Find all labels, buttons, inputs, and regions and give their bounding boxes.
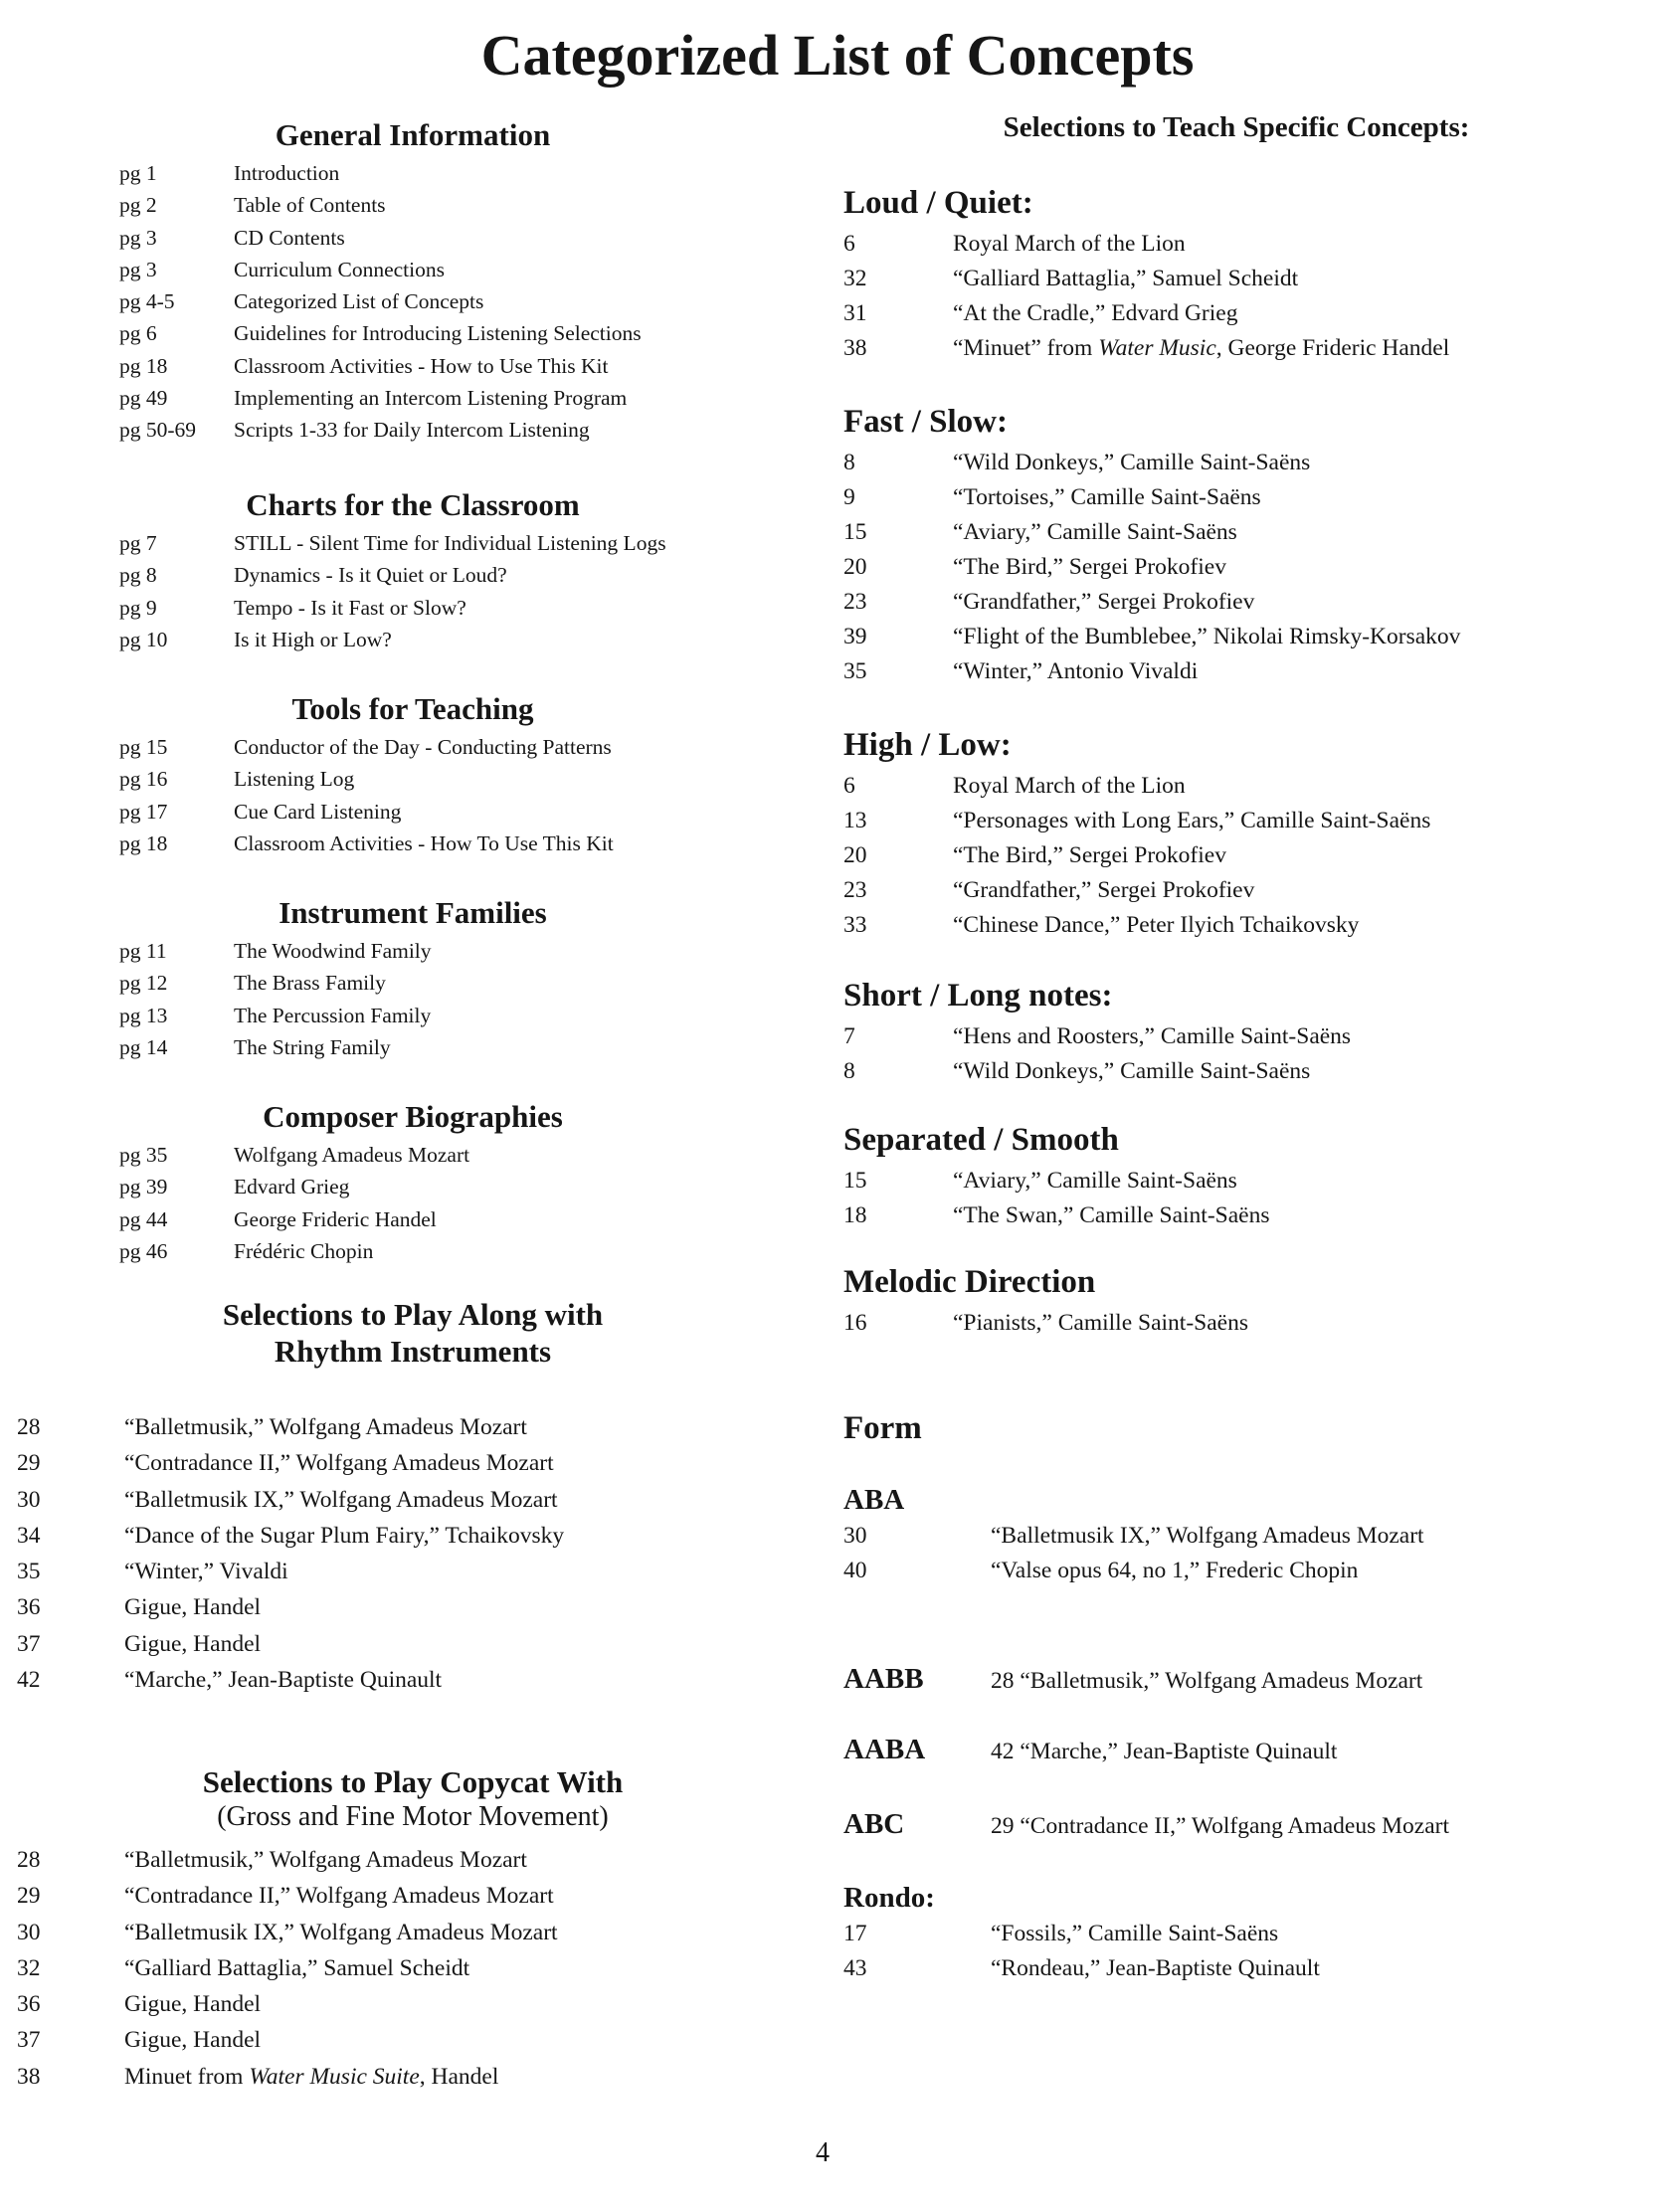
- toc-row: [0, 285, 826, 317]
- toc-row: [0, 763, 826, 795]
- form-label: Rondo:: [843, 1882, 935, 1914]
- selection-row: [843, 1951, 1669, 1986]
- item-title: “Personages with Long Ears,” Camille Saint-Saëns: [953, 808, 1431, 833]
- section-high-low: [843, 725, 1669, 943]
- track-number: 35: [843, 658, 867, 684]
- selection-row: [843, 331, 1669, 366]
- selection-list: [843, 446, 1669, 689]
- item-title: The Percussion Family: [234, 1003, 432, 1027]
- track-number: 23: [843, 589, 867, 615]
- section-header: General Information: [275, 117, 551, 152]
- track-number: 20: [843, 842, 867, 868]
- page-ref: pg 18: [119, 830, 168, 855]
- section-separated-smooth: [843, 1120, 1669, 1233]
- track-number: 37: [17, 2027, 41, 2054]
- toc-row: [0, 254, 826, 285]
- form-label: AABA: [843, 1734, 926, 1765]
- title-fragment-italic: Water Music: [1098, 335, 1216, 361]
- page-ref: pg 17: [119, 799, 168, 824]
- toc-list: [0, 1139, 826, 1267]
- track-number: 30: [843, 1523, 867, 1549]
- selection-row: [843, 873, 1669, 908]
- selection-row: [843, 550, 1669, 585]
- selection-row: [843, 804, 1669, 838]
- track-number: 33: [843, 912, 867, 938]
- item-title: Gigue, Handel: [124, 2027, 262, 2054]
- toc-list: [0, 527, 826, 655]
- selection-row: [0, 1589, 826, 1625]
- toc-row: [0, 1031, 826, 1063]
- toc-row: [0, 1139, 826, 1171]
- item-title: “Fossils,” Camille Saint-Saëns: [991, 1921, 1279, 1946]
- section-instrument-families: [0, 894, 826, 1063]
- toc-row: [0, 1000, 826, 1031]
- track-number: 13: [843, 808, 867, 833]
- item-title: “The Swan,” Camille Saint-Saëns: [953, 1202, 1270, 1228]
- item-title: “Balletmusik,” Wolfgang Amadeus Mozart: [124, 1847, 527, 1873]
- page-title: Categorized List of Concepts: [480, 23, 1195, 88]
- item-title: “Tortoises,” Camille Saint-Saëns: [953, 484, 1261, 510]
- item-title: The Brass Family: [234, 971, 386, 996]
- page-ref: pg 18: [119, 353, 168, 378]
- track-number: 23: [843, 877, 867, 903]
- item-title: “Grandfather,” Sergei Prokofiev: [953, 589, 1255, 615]
- selection-row: [843, 654, 1669, 689]
- toc-row: [0, 731, 826, 763]
- track-number: 9: [843, 484, 855, 510]
- section-header: Fast / Slow:: [843, 404, 1008, 440]
- section-copycat: [0, 1763, 826, 2095]
- section-fast-slow: [843, 402, 1669, 689]
- page-number: 4: [816, 2137, 830, 2168]
- item-title: “At the Cradle,” Edvard Grieg: [953, 300, 1238, 326]
- toc-row: [0, 967, 826, 999]
- selection-row: [0, 1915, 826, 1950]
- selection-list: [0, 1409, 826, 1698]
- selection-list: [843, 227, 1669, 366]
- item-title: “Flight of the Bumblebee,” Nikolai Rimsky-Korsakov: [953, 624, 1461, 649]
- section-header-line2: Rhythm Instruments: [274, 1334, 552, 1369]
- track-number: 20: [843, 554, 867, 580]
- item-title: 29 “Contradance II,” Wolfgang Amadeus Mozart: [991, 1813, 1449, 1839]
- item-title: Table of Contents: [234, 193, 386, 218]
- page-ref: pg 13: [119, 1003, 168, 1027]
- section-loud-quiet: [843, 183, 1669, 366]
- track-number: 36: [17, 1594, 41, 1621]
- item-title: “Hens and Roosters,” Camille Saint-Saëns: [953, 1023, 1352, 1049]
- form-rondo: [843, 1881, 1669, 1986]
- toc-list: [0, 731, 826, 859]
- toc-row: [0, 796, 826, 828]
- item-title: “Aviary,” Camille Saint-Saëns: [953, 519, 1237, 545]
- section-header: Separated / Smooth: [843, 1122, 1119, 1158]
- selection-row: [0, 1554, 826, 1589]
- page-ref: pg 1: [119, 161, 157, 185]
- track-number: 35: [17, 1559, 41, 1585]
- section-header: Short / Long notes:: [843, 978, 1113, 1014]
- selection-row: [843, 585, 1669, 620]
- selection-row: [0, 1518, 826, 1554]
- track-number: 15: [843, 1168, 867, 1194]
- item-title: [953, 331, 1449, 366]
- section-header: Selections to Play Copycat With: [202, 1764, 624, 1799]
- selection-row: [0, 1445, 826, 1481]
- selection-row: [0, 1950, 826, 1986]
- toc-row: [0, 350, 826, 382]
- selection-list: [843, 1306, 1669, 1341]
- page-ref: pg 9: [119, 595, 157, 620]
- selection-row: [0, 1842, 826, 1878]
- selection-row: [843, 227, 1669, 262]
- page-ref: pg 7: [119, 531, 157, 555]
- item-title: Tempo - Is it Fast or Slow?: [234, 595, 466, 620]
- selection-row: [843, 1164, 1669, 1198]
- section-header: Tools for Teaching: [291, 691, 534, 726]
- track-number: 43: [843, 1955, 867, 1981]
- toc-row: [0, 1235, 826, 1267]
- section-header: High / Low:: [843, 727, 1012, 763]
- toc-row: [0, 592, 826, 624]
- item-title: “Valse opus 64, no 1,” Frederic Chopin: [991, 1558, 1359, 1583]
- page-ref: pg 14: [119, 1034, 168, 1059]
- right-column-header: Selections to Teach Specific Concepts:: [1003, 111, 1470, 143]
- section-play-along: [0, 1296, 826, 1698]
- item-title: “Wild Donkeys,” Camille Saint-Saëns: [953, 1058, 1311, 1084]
- item-title: Cue Card Listening: [234, 799, 402, 824]
- track-number: 28: [17, 1414, 41, 1440]
- section-form-header: Form: [843, 1410, 922, 1446]
- item-title: “Marche,” Jean-Baptiste Quinault: [124, 1667, 443, 1694]
- title-fragment-pre: Minuet from: [124, 2063, 250, 2090]
- selection-row: [843, 515, 1669, 550]
- selection-row: [0, 1986, 826, 2022]
- selection-row: [843, 480, 1669, 515]
- selection-row: [0, 2022, 826, 2058]
- track-number: 40: [843, 1558, 867, 1583]
- item-title: Gigue, Handel: [124, 1630, 262, 1657]
- form-label: ABC: [843, 1808, 905, 1840]
- title-fragment-post: , Handel: [419, 2063, 499, 2090]
- track-number: 15: [843, 519, 867, 545]
- form-aaba: [843, 1733, 1669, 1766]
- item-title: “Balletmusik IX,” Wolfgang Amadeus Mozart: [124, 1486, 558, 1513]
- selection-list: [843, 769, 1669, 943]
- selection-list: [843, 1164, 1669, 1233]
- selection-row: [843, 1554, 1669, 1588]
- track-number: 29: [17, 1450, 41, 1477]
- selection-list: [0, 1842, 826, 2095]
- item-title: Royal March of the Lion: [953, 231, 1186, 257]
- track-number: 17: [843, 1921, 867, 1946]
- item-title: Is it High or Low?: [234, 627, 392, 651]
- toc-row: [0, 157, 826, 189]
- section-composer-biographies: [0, 1098, 826, 1267]
- section-general-information: [0, 116, 826, 447]
- toc-row: [0, 222, 826, 254]
- page-ref: pg 3: [119, 225, 157, 250]
- page-ref: pg 39: [119, 1175, 168, 1199]
- selection-row: [843, 769, 1669, 804]
- item-title: STILL - Silent Time for Individual Listening Logs: [234, 531, 666, 555]
- selection-row: [843, 838, 1669, 873]
- item-title: “Rondeau,” Jean-Baptiste Quinault: [991, 1955, 1320, 1981]
- toc-row: [0, 527, 826, 559]
- item-title: Implementing an Intercom Listening Program: [234, 386, 628, 411]
- item-title: “Wild Donkeys,” Camille Saint-Saëns: [953, 450, 1311, 475]
- item-title: Edvard Grieg: [234, 1175, 350, 1199]
- page-ref: pg 3: [119, 257, 157, 281]
- selection-row: [843, 1306, 1669, 1341]
- item-title: “Dance of the Sugar Plum Fairy,” Tchaikovsky: [124, 1522, 565, 1549]
- track-number: 34: [17, 1522, 41, 1549]
- page-ref: pg 11: [119, 939, 167, 963]
- toc-row: [0, 935, 826, 967]
- item-title: Guidelines for Introducing Listening Selections: [234, 321, 642, 346]
- item-title: The Woodwind Family: [234, 939, 432, 963]
- item-title: “The Bird,” Sergei Prokofiev: [953, 554, 1226, 580]
- form-label: ABA: [843, 1484, 905, 1516]
- item-title: CD Contents: [234, 225, 345, 250]
- form-aabb: [843, 1662, 1669, 1696]
- track-number: 29: [17, 1883, 41, 1910]
- track-number: 39: [843, 624, 867, 649]
- selection-row: [0, 1409, 826, 1445]
- toc-list: [0, 935, 826, 1063]
- item-title: “Pianists,” Camille Saint-Saëns: [953, 1310, 1248, 1336]
- selection-row: [843, 1198, 1669, 1233]
- selection-row: [843, 1019, 1669, 1054]
- toc-row: [0, 624, 826, 655]
- item-title: Frédéric Chopin: [234, 1238, 374, 1263]
- item-title: “Balletmusik IX,” Wolfgang Amadeus Mozart: [991, 1523, 1424, 1549]
- track-number: 38: [843, 335, 867, 361]
- selection-list: [843, 1019, 1669, 1089]
- section-header: Instrument Families: [279, 895, 547, 930]
- page-ref: pg 8: [119, 563, 157, 588]
- selection-row: [843, 908, 1669, 943]
- selection-row: [843, 1054, 1669, 1089]
- toc-row: [0, 1171, 826, 1202]
- section-subheader: (Gross and Fine Motor Movement): [217, 1801, 609, 1832]
- track-number: 42: [17, 1667, 41, 1694]
- toc-row: [0, 382, 826, 414]
- toc-row: [0, 559, 826, 591]
- page-ref: pg 44: [119, 1206, 168, 1231]
- item-title: Royal March of the Lion: [953, 773, 1186, 799]
- toc-row: [0, 189, 826, 221]
- form-abc: [843, 1807, 1669, 1841]
- item-title: “Winter,” Vivaldi: [124, 1559, 288, 1585]
- selection-row: [843, 1917, 1669, 1951]
- selection-row: [843, 296, 1669, 331]
- item-title: Gigue, Handel: [124, 1594, 262, 1621]
- item-title: Dynamics - Is it Quiet or Loud?: [234, 563, 507, 588]
- section-tools-for-teaching: [0, 690, 826, 859]
- page-ref: pg 10: [119, 627, 168, 651]
- form-label: AABB: [843, 1663, 924, 1695]
- track-number: 18: [843, 1202, 867, 1228]
- toc-row: [0, 414, 826, 446]
- track-number: 8: [843, 1058, 855, 1084]
- page-ref: pg 4-5: [119, 289, 175, 314]
- item-title: Classroom Activities - How To Use This Kit: [234, 830, 614, 855]
- item-title: “Chinese Dance,” Peter Ilyich Tchaikovsky: [953, 912, 1360, 938]
- section-header-line1: Selections to Play Along with: [222, 1297, 604, 1332]
- selection-row: [843, 1519, 1669, 1554]
- page-ref: pg 2: [119, 193, 157, 218]
- selection-row: [843, 620, 1669, 654]
- form-aba: [843, 1483, 1669, 1588]
- selection-row: [0, 2059, 826, 2095]
- toc-list: [0, 157, 826, 447]
- section-header: Composer Biographies: [263, 1099, 563, 1134]
- title-fragment-italic: Water Music Suite: [249, 2063, 420, 2090]
- item-title: “Grandfather,” Sergei Prokofiev: [953, 877, 1255, 903]
- track-number: 7: [843, 1023, 855, 1049]
- selection-list: [843, 1519, 1669, 1588]
- section-header: Loud / Quiet:: [843, 185, 1033, 221]
- item-title: “Contradance II,” Wolfgang Amadeus Mozart: [124, 1450, 554, 1477]
- selection-row: [0, 1878, 826, 1914]
- title-fragment-post: , George Frideric Handel: [1215, 335, 1450, 361]
- toc-row: [0, 1203, 826, 1235]
- item-title: 28 “Balletmusik,” Wolfgang Amadeus Mozart: [991, 1668, 1423, 1694]
- item-title: The String Family: [234, 1034, 391, 1059]
- track-number: 28: [17, 1847, 41, 1873]
- track-number: 6: [843, 231, 855, 257]
- item-title: “The Bird,” Sergei Prokofiev: [953, 842, 1226, 868]
- selection-row: [843, 446, 1669, 480]
- item-title: Scripts 1-33 for Daily Intercom Listening: [234, 418, 590, 443]
- item-title: “Galliard Battaglia,” Samuel Scheidt: [124, 1954, 470, 1981]
- section-charts-for-the-classroom: [0, 486, 826, 655]
- track-number: 6: [843, 773, 855, 799]
- track-number: 36: [17, 1991, 41, 2018]
- track-number: 30: [17, 1486, 41, 1513]
- track-number: 31: [843, 300, 867, 326]
- toc-row: [0, 317, 826, 349]
- item-title: [124, 2059, 498, 2095]
- track-number: 32: [843, 266, 867, 291]
- selection-row: [843, 262, 1669, 296]
- item-title: “Winter,” Antonio Vivaldi: [953, 658, 1199, 684]
- page-ref: pg 35: [119, 1143, 168, 1167]
- page-ref: pg 6: [119, 321, 157, 346]
- section-melodic-direction: [843, 1262, 1669, 1341]
- item-title: “Balletmusik,” Wolfgang Amadeus Mozart: [124, 1414, 527, 1440]
- page-ref: pg 15: [119, 735, 168, 759]
- section-header: Melodic Direction: [843, 1264, 1096, 1300]
- page-ref: pg 50-69: [119, 418, 197, 443]
- track-number: 38: [17, 2063, 41, 2090]
- selection-row: [0, 1482, 826, 1518]
- page-ref: pg 46: [119, 1238, 168, 1263]
- item-title: Conductor of the Day - Conducting Patterns: [234, 735, 612, 759]
- section-short-long-notes: [843, 976, 1669, 1089]
- page-ref: pg 12: [119, 971, 168, 996]
- item-title: “Balletmusik IX,” Wolfgang Amadeus Mozart: [124, 1919, 558, 1945]
- page-ref: pg 16: [119, 767, 168, 792]
- item-title: “Contradance II,” Wolfgang Amadeus Mozart: [124, 1883, 554, 1910]
- item-title: Introduction: [234, 161, 340, 185]
- track-number: 8: [843, 450, 855, 475]
- section-header: Charts for the Classroom: [246, 487, 580, 522]
- item-title: George Frideric Handel: [234, 1206, 437, 1231]
- item-title: Classroom Activities - How to Use This Kit: [234, 353, 609, 378]
- item-title: “Aviary,” Camille Saint-Saëns: [953, 1168, 1237, 1194]
- track-number: 32: [17, 1954, 41, 1981]
- item-title: Wolfgang Amadeus Mozart: [234, 1143, 470, 1167]
- page-ref: pg 49: [119, 386, 168, 411]
- item-title: 42 “Marche,” Jean-Baptiste Quinault: [991, 1739, 1338, 1764]
- selection-list: [843, 1917, 1669, 1986]
- track-number: 30: [17, 1919, 41, 1945]
- item-title: Categorized List of Concepts: [234, 289, 484, 314]
- track-number: 16: [843, 1310, 867, 1336]
- toc-row: [0, 828, 826, 859]
- item-title: Gigue, Handel: [124, 1991, 262, 2018]
- item-title: Listening Log: [234, 767, 355, 792]
- selection-row: [0, 1662, 826, 1698]
- item-title: Curriculum Connections: [234, 257, 445, 281]
- item-title: “Galliard Battaglia,” Samuel Scheidt: [953, 266, 1299, 291]
- selection-row: [0, 1626, 826, 1662]
- track-number: 37: [17, 1630, 41, 1657]
- title-fragment-pre: “Minuet” from: [953, 335, 1099, 361]
